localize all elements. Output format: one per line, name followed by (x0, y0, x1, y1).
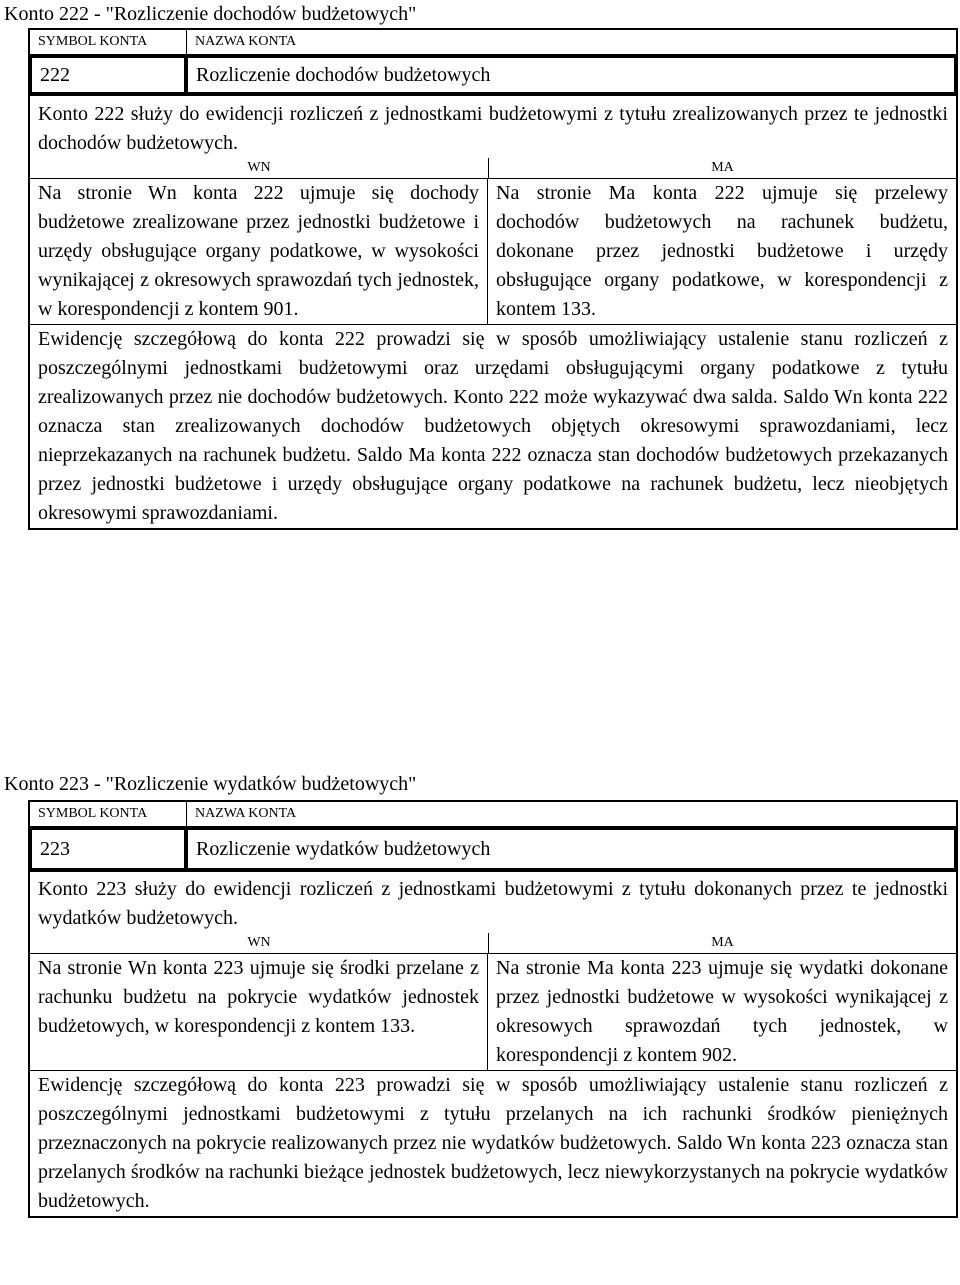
account-table (28, 800, 958, 1218)
account-details: Ewidencję szczegółową do konta 222 prowadzi się w sposób umożliwiający ustalenie stanu rozliczeń z poszczególnymi jednostkami budżetowymi oraz urzędami obsługującymi organy podatkowe z tytułu zrealizowanych przez nie dochodów budżetowych. Konto 222 może wykazywać dwa salda. Saldo Wn konta 222 oznacza stan zrealizowanych dochodów budżetowych objętych okresowymi sprawozdaniami, lecz nieprzekazanych na rachunek budżetu. Saldo Ma konta 222 oznacza stan dochodów budżetowych przekazanych przez jednostki budżetowe i urzędy obsługujące organy podatkowe na rachunek budżetu, lecz nieobjętych okresowymi sprawozdaniami. (38, 328, 948, 524)
account-symbol: 222 (32, 58, 188, 92)
side-descriptions (30, 953, 956, 1070)
account-details: Ewidencję szczegółową do konta 223 prowadzi się w sposób umożliwiający ustalenie stanu rozliczeń z poszczególnymi jednostkami budżetowymi z tytułu przelanych na ich rachunki środków pieniężnych przeznaczonych na pokrycie realizowanych przez nie wydatków budżetowych. Saldo Wn konta 223 oznacza stan przelanych środków na rachunki bieżące jednostek budżetowych, lecz niewykorzystanych na pokrycie wydatków budżetowych. (38, 1074, 948, 1212)
ma-description: Na stronie Ma konta 222 ujmuje się przelewy dochodów budżetowych na rachunek budżetu, dokonane przez jednostki budżetowe i urzędy obsługujące organy podatkowe, w korespondencji z kontem 133. (496, 182, 948, 320)
wn-description: Na stronie Wn konta 223 ujmuje się środki przelane z rachunku budżetu na pokrycie wydatków jednostek budżetowych, w korespondencji z kontem 133. (38, 957, 479, 1037)
table-header (28, 800, 958, 826)
account-body (28, 96, 958, 530)
ma-label: MA (711, 160, 734, 175)
side-labels (30, 933, 956, 953)
side-labels (30, 158, 956, 178)
account-intro: Konto 222 służy do ewidencji rozliczeń z jednostkami budżetowymi z tytułu zrealizowanych przez te jednostki dochodów budżetowych. (38, 103, 948, 154)
account-intro: Konto 223 służy do ewidencji rozliczeń z jednostkami budżetowymi z tytułu dokonanych przez te jednostki wydatków budżetowych. (38, 878, 948, 929)
wn-description: Na stronie Wn konta 222 ujmuje się dochody budżetowe zrealizowane przez jednostki budżetowe i urzędy obsługujące organy podatkowe, w wysokości wynikającej z okresowych sprawozdań tych jednostek, w korespondencji z kontem 901. (38, 182, 479, 320)
account-title: Konto 222 - "Rozliczenie dochodów budżetowych" (4, 3, 417, 25)
account-name: Rozliczenie dochodów budżetowych (196, 64, 491, 86)
wn-label: WN (30, 933, 489, 953)
account-name: Rozliczenie wydatków budżetowych (196, 838, 491, 860)
side-descriptions (30, 178, 956, 324)
table-header (28, 28, 958, 54)
symbol-header: SYMBOL KONTA (30, 30, 187, 54)
account-symbol: 223 (32, 830, 188, 868)
account-row (28, 54, 958, 96)
account-row (28, 826, 958, 872)
account-body (28, 872, 958, 1218)
wn-label: WN (30, 158, 489, 178)
account-table (28, 28, 958, 530)
ma-description: Na stronie Ma konta 223 ujmuje się wydatki dokonane przez jednostki budżetowe w wysokości wynikającej z okresowych sprawozdań tych jednostek, w korespondencji z kontem 902. (496, 957, 948, 1066)
symbol-header: SYMBOL KONTA (30, 802, 187, 826)
name-header: NAZWA KONTA (195, 806, 297, 821)
ma-label: MA (711, 935, 734, 950)
account-title: Konto 223 - "Rozliczenie wydatków budżetowych" (4, 773, 417, 795)
name-header: NAZWA KONTA (195, 34, 297, 49)
